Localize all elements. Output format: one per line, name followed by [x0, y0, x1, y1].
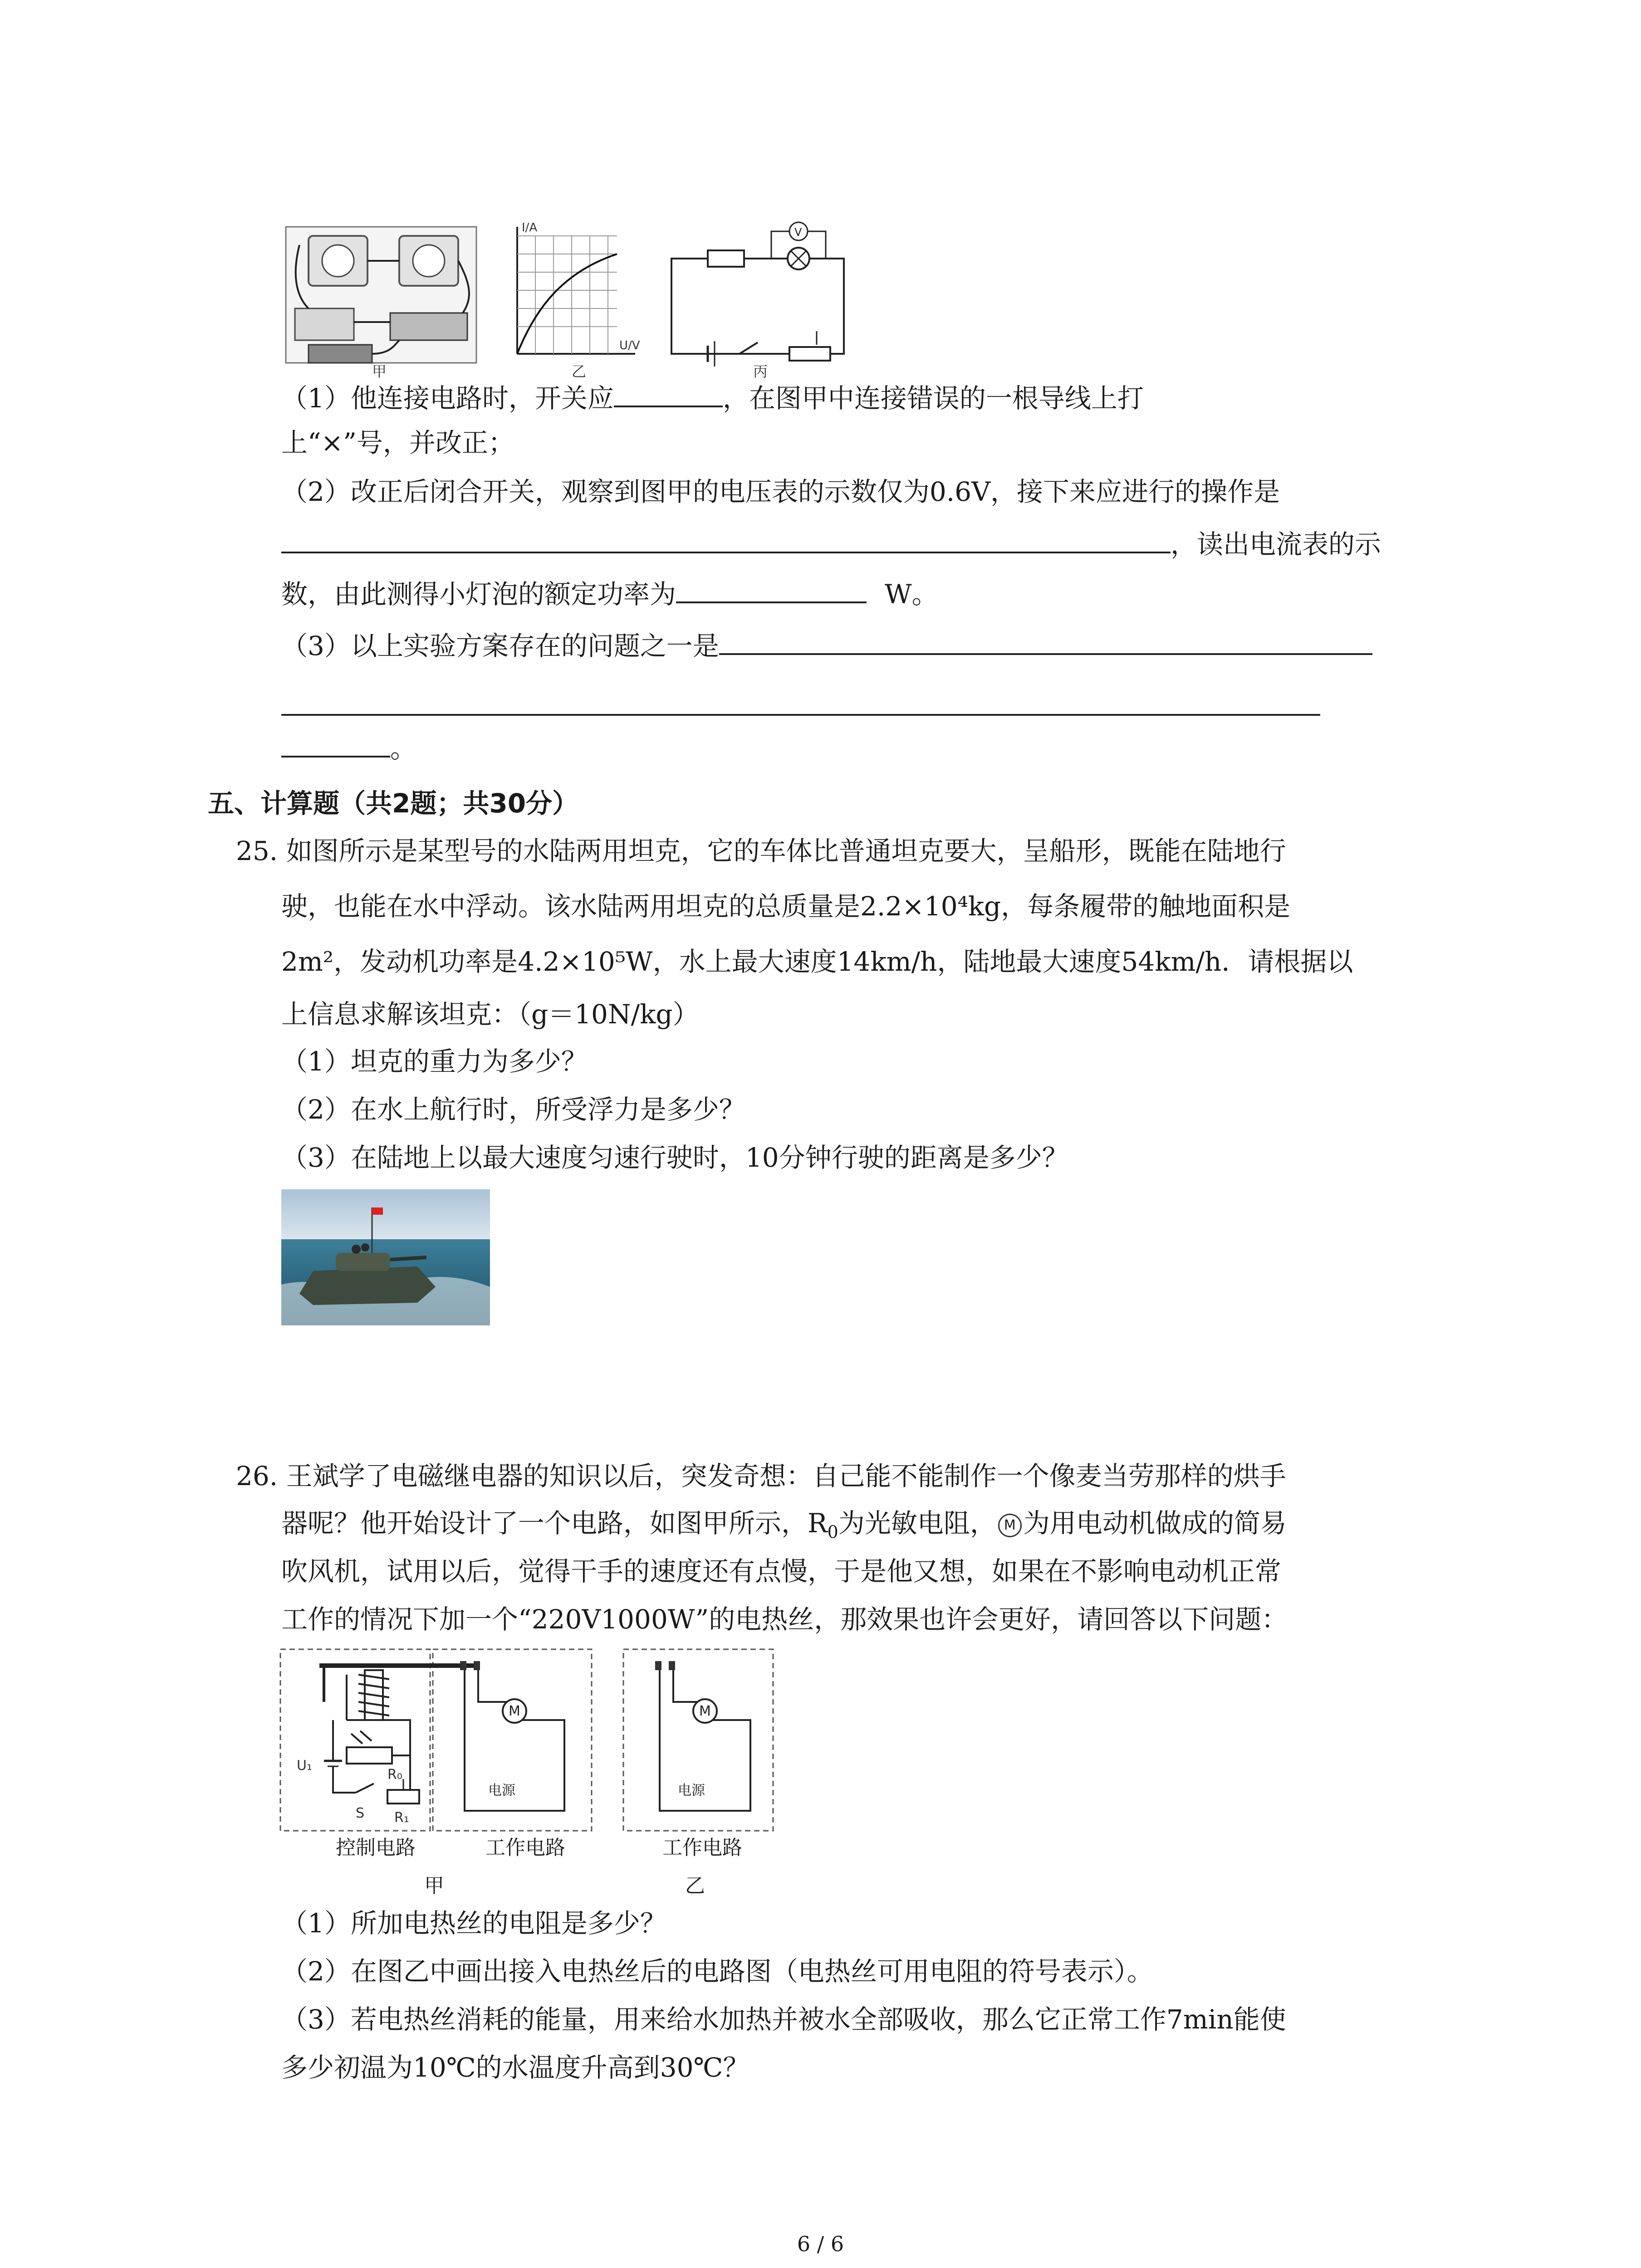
switch-s — [356, 1784, 374, 1793]
q25-line-2: 驶，也能在水中浮动。该水陆两用坦克的总质量是2.2×10⁴kg，每条履带的触地面积是 — [281, 891, 1291, 922]
svg-text:I/A: I/A — [522, 221, 538, 235]
q24-part2-unit: W。 — [885, 579, 938, 610]
q25-line-3: 2m²，发动机功率是4.2×10⁵W，水上最大速度14km/h，陆地最大速度54km/h．请根据以 — [281, 946, 1353, 977]
q24-part2-line: （2）改正后闭合开关，观察到图甲的电压表的示数仅为0.6V，接下来应进行的操作是 — [281, 476, 1280, 507]
q26-line-2 — [281, 1507, 1287, 1549]
q26-sub-1: （1）所加电热丝的电阻是多少？ — [281, 1908, 666, 1939]
q24-answer-blank-switch[interactable] — [614, 380, 723, 407]
q24-part3-line3 — [281, 730, 416, 765]
q26-sub-3a: （3）若电热丝消耗的能量，用来给水加热并被水全部吸收，那么它正常工作7min能使 — [281, 2004, 1286, 2035]
power-label-1: 电源 — [488, 1783, 515, 1799]
label-bing: 丙 — [753, 363, 768, 380]
resistor-r0 — [708, 250, 744, 267]
tank-hull — [299, 1266, 436, 1305]
q24-part1-text-b: ，在图甲中连接错误的一根导线上打 — [722, 383, 1144, 414]
amphibious-tank-photo — [281, 1189, 490, 1325]
q25-sub-2: （2）在水上航行时，所受浮力是多少？ — [281, 1094, 745, 1125]
q26-line-2-text-a: 器呢？他开始设计了一个电路，如图甲所示，R — [281, 1508, 828, 1539]
caption-control-circuit: 控制电路 — [336, 1836, 416, 1859]
experiment-diagrams-svg — [281, 218, 871, 381]
svg-text:U/V: U/V — [619, 339, 640, 352]
photoresistor-r0 — [347, 1747, 392, 1764]
q25-line-1: 25. 如图所示是某型号的水陆两用坦克，它的车体比普通坦克要大，呈船形，既能在陆地行 — [236, 836, 1286, 866]
q24-part3-text: （3）以上实验方案存在的问题之一是 — [281, 631, 719, 661]
r0-subscript: 0 — [827, 1522, 838, 1542]
q26-line-3: 吹风机，试用以后，觉得干手的速度还有点慢，于是他又想，如果在不影响电动机正常 — [281, 1556, 1282, 1587]
diagram-jia — [286, 227, 476, 380]
q24-part1-text-a: （1）他连接电路时，开关应 — [281, 383, 614, 414]
resistor-r1 — [387, 1790, 419, 1804]
caption-work-circuit-2: 工作电路 — [662, 1836, 742, 1859]
q24-answer-blank-operation[interactable] — [281, 526, 1171, 553]
q24-part2-text: ，读出电流表的示 — [1171, 529, 1381, 560]
svg-text:V: V — [794, 226, 802, 239]
work-circuit-box-1 — [433, 1649, 592, 1831]
diagram-bing — [671, 222, 844, 380]
label-r0: R₀ — [387, 1767, 402, 1783]
q25-line-4: 上信息求解该坦克：（g＝10N/kg） — [281, 999, 699, 1030]
label-s: S — [356, 1805, 365, 1821]
label-u1: U₁ — [297, 1758, 312, 1774]
q26-line-2-text-b: 为光敏电阻， — [838, 1508, 996, 1539]
tank-photo-svg — [281, 1189, 490, 1325]
section-5-title: 五、计算题（共2题；共30分） — [208, 788, 579, 819]
q24-answer-blank-power[interactable] — [676, 576, 867, 603]
lamp-base-icon — [295, 308, 354, 340]
q24-part1-line — [281, 380, 1144, 415]
slider-rheostat — [789, 347, 830, 361]
q24-part2-line2 — [281, 526, 1381, 561]
diagram-yi — [517, 221, 640, 380]
caption-yi: 乙 — [685, 1874, 705, 1897]
q24-part2-text-power: 数，由此测得小灯泡的额定功率为 — [281, 579, 676, 610]
q25-sub-1: （1）坦克的重力为多少？ — [281, 1046, 588, 1077]
switch-icon — [740, 342, 758, 354]
power-label-2: 电源 — [678, 1783, 705, 1799]
q24-answer-line-2[interactable] — [281, 714, 1320, 716]
page-number: 6 / 6 — [797, 2232, 844, 2256]
q26-line-2-text-c: 为用电动机做成的简易 — [1023, 1508, 1287, 1539]
q26-sub-2: （2）在图乙中画出接入电热丝后的电路图（电热丝可用电阻的符号表示）。 — [281, 1956, 1153, 1987]
q26-line-4: 工作的情况下加一个“220V1000W”的电热丝，那效果也许会更好，请回答以下问题： — [281, 1604, 1288, 1635]
q25-sub-3: （3）在陆地上以最大速度匀速行驶时，10分钟行驶的距离是多少？ — [281, 1142, 1068, 1173]
q24-part2-line3 — [281, 576, 938, 611]
q24-part3-line — [281, 628, 1372, 662]
tank-turret — [336, 1253, 390, 1271]
caption-jia: 甲 — [424, 1874, 444, 1897]
caption-work-circuit-1: 工作电路 — [485, 1836, 565, 1859]
q26-sub-3b: 多少初温为10℃的水温度升高到30℃？ — [281, 2052, 749, 2083]
motor-label-1: M — [509, 1703, 520, 1719]
motor-symbol-icon: M — [998, 1514, 1022, 1537]
q26-line-1: 26. 王斌学了电磁继电器的知识以后，突发奇想：自己能不能制作一个像麦当劳那样的烘手 — [236, 1461, 1286, 1491]
label-yi: 乙 — [572, 363, 587, 380]
q24-answer-blank-problem[interactable] — [719, 628, 1372, 655]
label-r1: R₁ — [394, 1810, 409, 1826]
q24-answer-blank-problem-end[interactable] — [281, 730, 390, 758]
label-jia: 甲 — [372, 363, 387, 380]
figure-experiment-diagrams — [281, 218, 871, 381]
motor-label-2: M — [699, 1703, 711, 1719]
battery-icon — [309, 345, 372, 363]
q24-part1-line2: 上“×”号，并改正； — [281, 427, 514, 458]
iu-curve — [517, 254, 617, 354]
rheostat-icon — [390, 313, 467, 340]
q24-part3-end: 。 — [390, 733, 417, 764]
